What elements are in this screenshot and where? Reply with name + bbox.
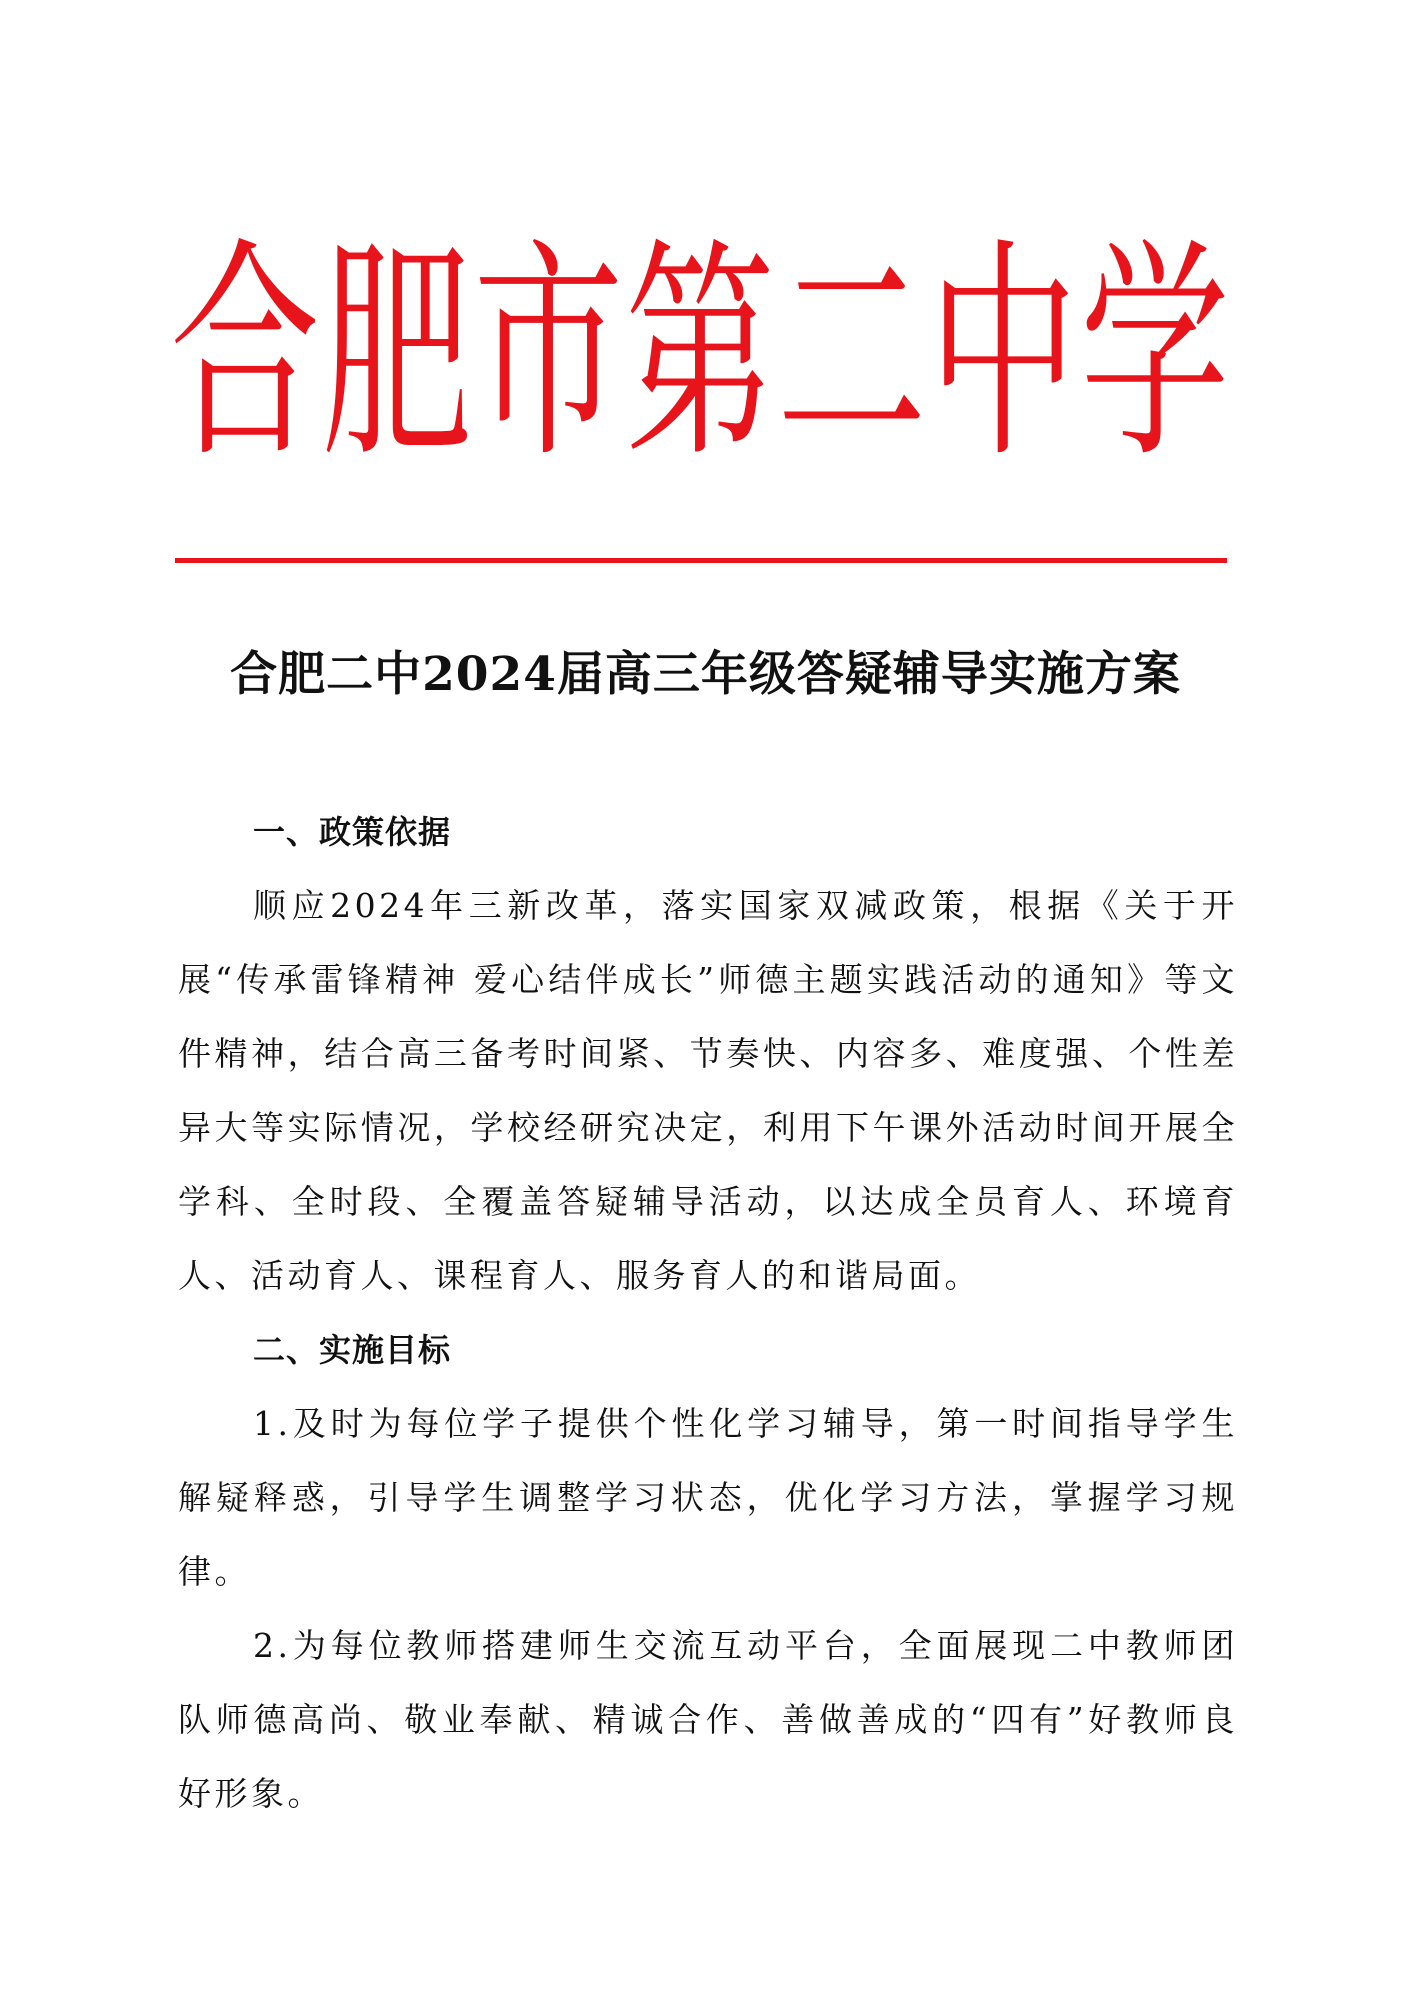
school-letterhead <box>170 220 1230 490</box>
paragraph: 顺应2024年三新改革，落实国家双减政策，根据《关于开展“传承雷锋精神 爱心结伴成长”师德主题实践活动的通知》等文件精神，结合高三备考时间紧、节奏快、内容多、难度强、个性差异大等实际情况，学校经研究决定，利用下午课外活动时间开展全学科、全时段、全覆盖答疑辅导活动，以达成全员育人、环境育人、活动育人、课程育人、服务育人的和谐局面。 <box>178 886 1238 1295</box>
letterhead-char: 学 <box>1079 220 1230 490</box>
letterhead-char: 二 <box>776 220 927 490</box>
document-body <box>178 795 1238 1831</box>
letterhead-char: 市 <box>473 220 624 490</box>
paragraph: 2.为每位教师搭建师生交流互动平台，全面展现二中教师团队师德高尚、敬业奉献、精诚合作、善做善成的“四有”好教师良好形象。 <box>178 1626 1238 1813</box>
letterhead-divider <box>175 558 1227 563</box>
section-heading: 一、政策依据 <box>253 813 452 851</box>
letterhead-char: 肥 <box>321 220 472 490</box>
document-title: 合肥二中2024届高三年级答疑辅导实施方案 <box>230 647 1181 702</box>
letterhead-char: 中 <box>928 220 1079 490</box>
letterhead-char: 合 <box>170 220 321 490</box>
letterhead-char: 第 <box>624 220 775 490</box>
section-heading: 二、实施目标 <box>253 1331 452 1369</box>
paragraph: 1.及时为每位学子提供个性化学习辅导，第一时间指导学生解疑释惑，引导学生调整学习状态，优化学习方法，掌握学习规律。 <box>178 1404 1238 1591</box>
